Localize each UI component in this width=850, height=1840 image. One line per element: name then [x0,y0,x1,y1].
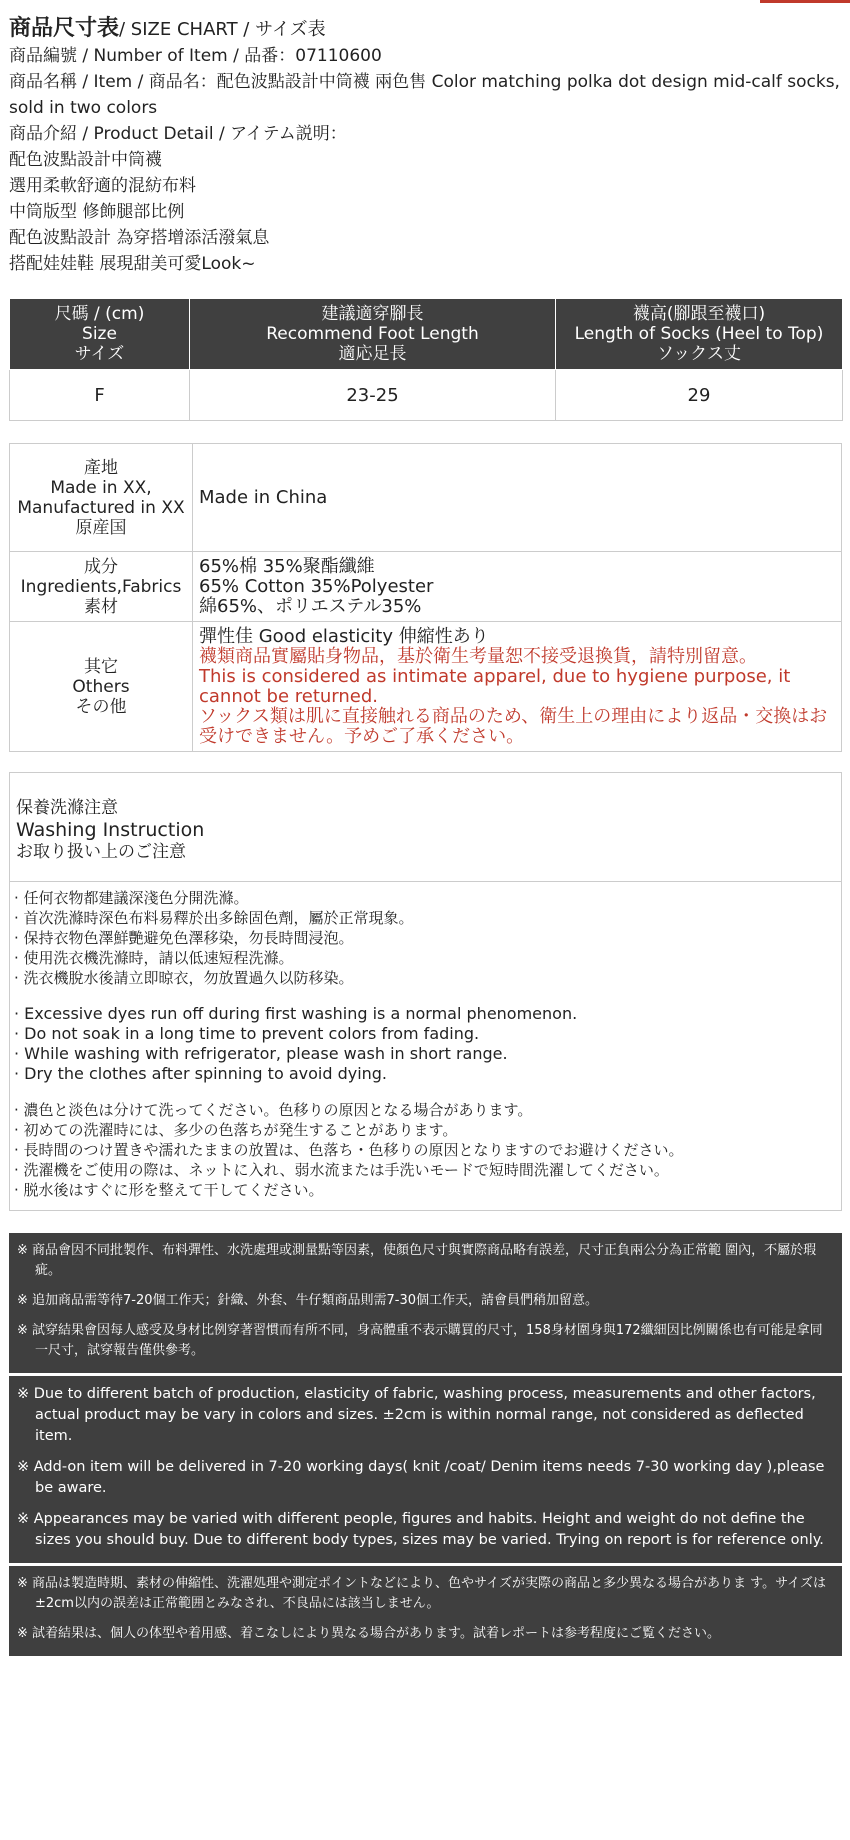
list-item: · 初めての洗濯時には、多少の色落ちが発生することがあります。 [14,1121,458,1139]
item-name: 商品名稱 / Item / 商品名：配色波點設計中筒襪 兩色售 Color matching polka dot design mid-calf socks, sold in two colors [9,72,840,118]
sock-length-column-header: 襪高(腳跟至襪口) Length of Socks (Heel to Top) ソックス丈 [556,299,843,370]
sock-length-cell: 29 [556,370,843,421]
fabric-row [10,552,842,622]
detail-line: 中筒版型 修飾腿部比例 [9,202,185,222]
detail-line: 選用柔軟舒適的混紡布料 [9,176,196,196]
washing-zh-list [14,888,837,988]
table-row [10,370,843,421]
list-item: · 洗衣機脫水後請立即晾衣，勿放置過久以防移染。 [14,969,354,987]
size-chart-title [9,16,842,43]
others-label: 其它 Others その他 [10,622,193,752]
detail-label: 商品介紹 / Product Detail / アイテム説明： [9,124,347,144]
note-item: ※ 試着結果は、個人の体型や着用感、着こなしにより異なる場合があります。試着レポートは参考程度にご覧ください。 [17,1626,720,1641]
size-table-header-row [10,299,843,370]
return-policy-en: This is considered as intimate apparel, due to hygiene purpose, it cannot be returned. [199,665,791,707]
list-item: · 濃色と淡色は分けて洗ってください。色移りの原因となる場合があります。 [14,1101,533,1119]
list-item: · 使用洗衣機洗滌時，請以低速短程洗滌。 [14,949,294,967]
washing-body [10,882,841,1210]
list-item: · 脱水後はすぐに形を整えて干してください。 [14,1181,324,1199]
product-page [9,0,842,1659]
elasticity-note: 彈性佳 Good elasticity 伸縮性あり [199,625,489,647]
detail-line: 配色波點設計 為穿搭增添活潑氣息 [9,228,270,248]
size-chart-title-main: 商品尺寸表 [9,16,120,41]
product-info-table [9,443,842,752]
origin-value: Made in China [193,444,842,552]
notes-en [9,1376,842,1566]
others-row [10,622,842,752]
list-item: · 任何衣物都建議深淺色分開洗滌。 [14,889,249,907]
fabric-value: 65%棉 35%聚酯纖維 65% Cotton 35%Polyester 綿65%、ポリエステル35% [193,552,842,622]
list-item: · While washing with refrigerator, please wash in short range. [14,1044,508,1063]
list-item: · Dry the clothes after spinning to avoid dying. [14,1064,388,1083]
list-item: · 首次洗滌時深色布料易釋於出多餘固色劑，屬於正常現象。 [14,909,414,927]
foot-length-cell: 23-25 [190,370,556,421]
product-header [9,0,842,277]
list-item: · Excessive dyes run off during first washing is a normal phenomenon. [14,1004,578,1023]
note-item: ※ Add-on item will be delivered in 7-20 working days( knit /coat/ Denim items needs 7-30 working day ),please be aware. [17,1459,825,1496]
foot-length-column-header: 建議適穿腳長 Recommend Foot Length 適応足長 [190,299,556,370]
item-number: 商品編號 / Number of Item / 品番：07110600 [9,46,382,66]
washing-en-list [14,1004,837,1084]
disclaimer-notes [9,1233,842,1659]
note-item: ※ Appearances may be varied with different people, figures and habits. Height and weight do not define the sizes you should buy. Due to different body types, sizes may be varied. Trying on report is for reference only. [17,1511,824,1548]
return-policy-ja: ソックス類は肌に直接触れる商品のため、衛生上の理由により返品・交換はお受けできません。予めご了承ください。 [199,705,828,747]
note-item: ※ 追加商品需等待7-20個工作天；針織、外套、牛仔類商品則需7-30個工作天，請會員們稍加留意。 [17,1293,599,1308]
notes-zh [9,1233,842,1376]
note-item: ※ 商品會因不同批製作、布料彈性、水洗處理或測量點等因素，使顏色尺寸與實際商品略有誤差，尺寸正負兩公分為正常範 圍內，不屬於瑕疵。 [17,1243,817,1278]
return-policy-zh: 襪類商品實屬貼身物品，基於衛生考量恕不接受退換貨，請特別留意。 [199,645,757,667]
note-item: ※ 試穿結果會因每人感受及身材比例穿著習慣而有所不同，身高體重不表示購買的尺寸，158身材圍身與172纖細因比例關係也有可能是拿同一尺寸，試穿報告僅供參考。 [17,1323,823,1358]
fabric-label: 成分 Ingredients,Fabrics 素材 [10,552,193,622]
list-item: · 洗濯機をご使用の際は、ネットに入れ、弱水流または手洗いモードで短時間洗濯してください。 [14,1161,669,1179]
size-cell: F [10,370,190,421]
size-table [9,298,843,421]
note-item: ※ 商品は製造時期、素材の伸縮性、洗濯処理や測定ポイントなどにより、色やサイズが実際の商品と多少異なる場合がありま す。サイズは±2cm以内の誤差は正常範囲とみなされ、不良品には該当しません。 [17,1576,827,1611]
note-item: ※ Due to different batch of production, elasticity of fabric, washing process, measurements and other factors, actual product may be vary in colors and sizes. ±2cm is within normal range, not considered as deflected item. [17,1386,816,1444]
others-value [193,622,842,752]
detail-line: 配色波點設計中筒襪 [9,150,162,170]
list-item: · Do not soak in a long time to prevent colors from fading. [14,1024,480,1043]
washing-title: 保養洗滌注意 Washing Instruction お取り扱い上のご注意 [10,773,841,882]
washing-ja-list [14,1100,837,1200]
detail-line: 搭配娃娃鞋 展現甜美可愛Look~ [9,254,256,274]
washing-instructions [9,772,842,1211]
origin-label: 產地 Made in XX, Manufactured in XX 原産国 [10,444,193,552]
size-column-header: 尺碼 / (cm) Size サイズ [10,299,190,370]
list-item: · 保持衣物色澤鮮艷避免色澤移染，勿長時間浸泡。 [14,929,354,947]
notes-ja [9,1566,842,1659]
origin-row [10,444,842,552]
size-chart-title-rest: / SIZE CHART / サイズ表 [119,19,326,40]
list-item: · 長時間のつけ置きや濡れたままの放置は、色落ち・色移りの原因となりますのでお避けください。 [14,1141,684,1159]
